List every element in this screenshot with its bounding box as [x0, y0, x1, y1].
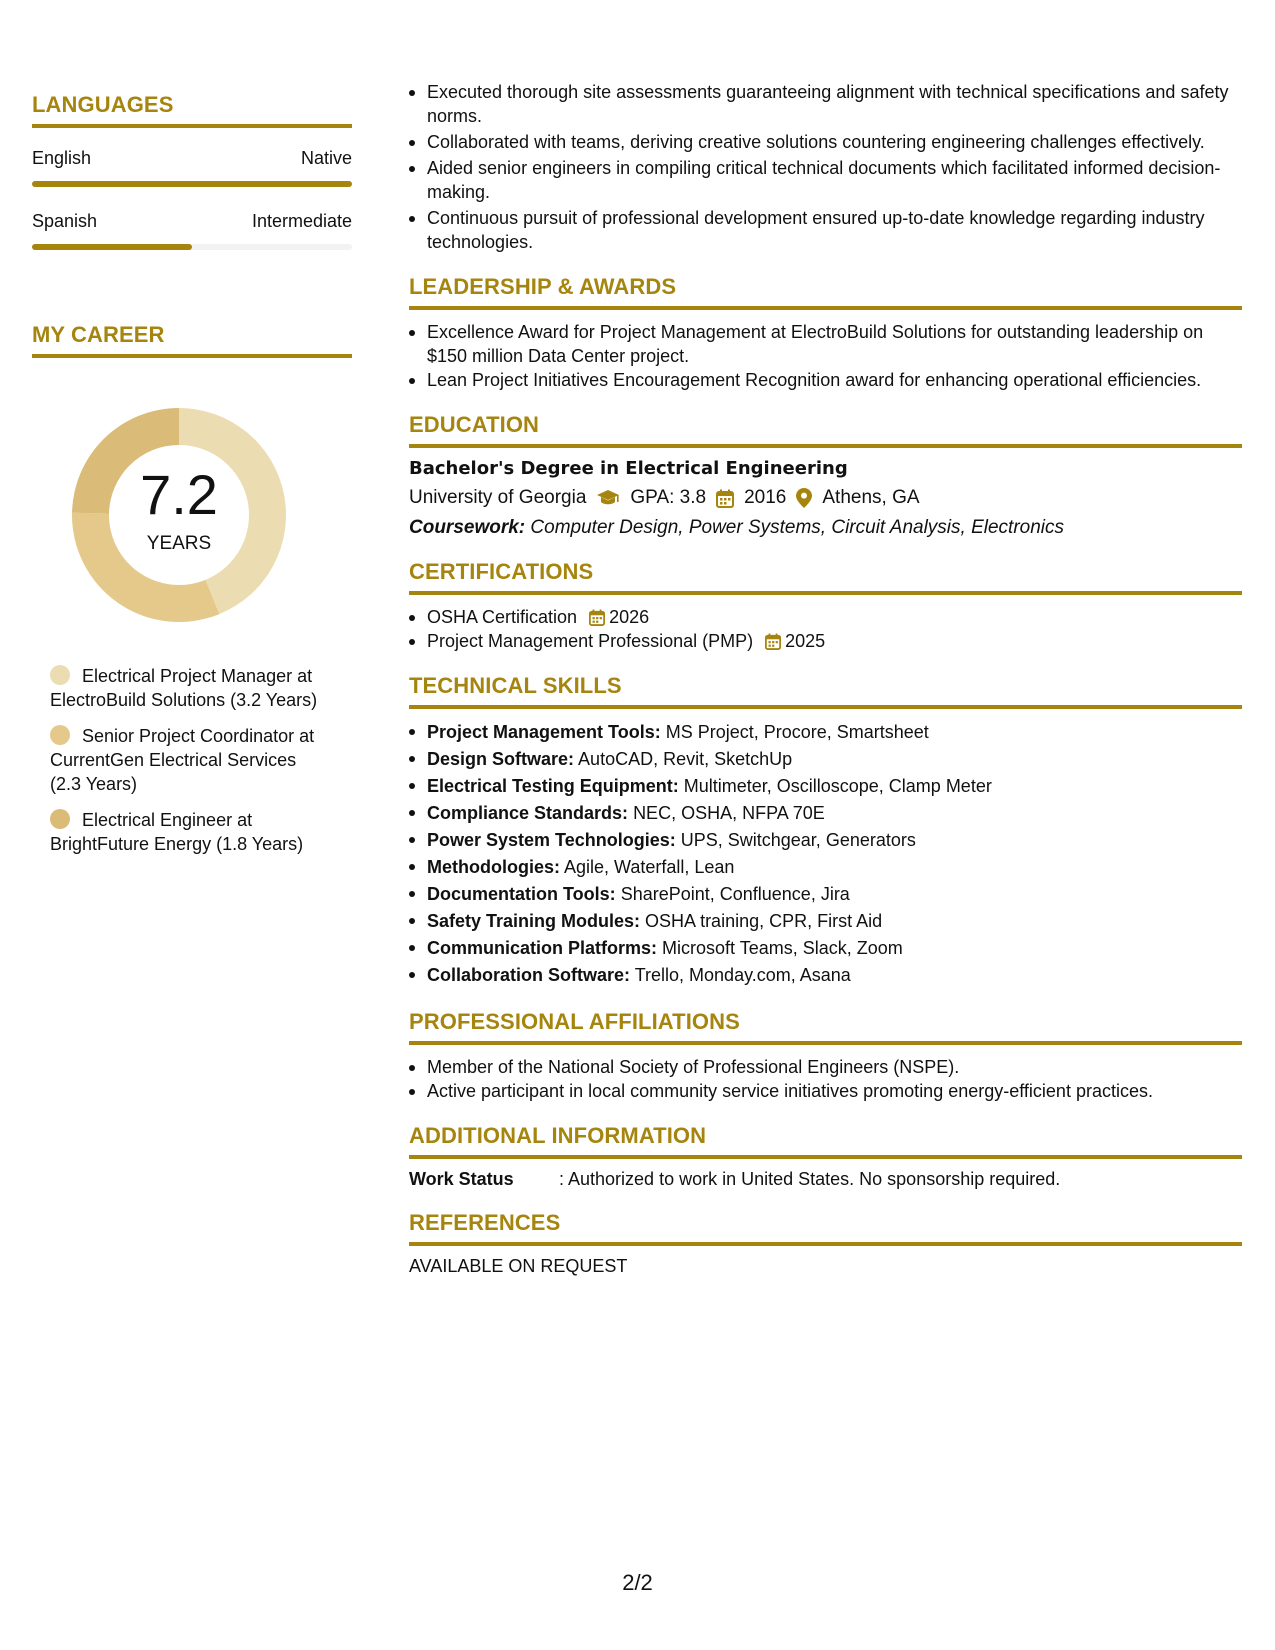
- language-proficiency-bar: [32, 181, 352, 187]
- leadership-section: [409, 274, 1242, 392]
- affiliations-section: [409, 1009, 1242, 1103]
- certification-name: OSHA Certification: [427, 607, 578, 627]
- skill-values: Agile, Waterfall, Lean: [564, 857, 735, 877]
- skills-section: [409, 673, 1242, 989]
- language-item: [32, 148, 352, 187]
- experience-bullet: Continuous pursuit of professional development ensured up-to-date knowledge regarding industry technologies.: [409, 206, 1242, 254]
- career-role: Electrical Engineer at BrightFuture Energy (1.8 Years): [50, 810, 304, 854]
- career-total-years: 7.2: [140, 463, 218, 526]
- coursework-label: Coursework:: [409, 517, 526, 538]
- coursework-list: Computer Design, Power Systems, Circuit Analysis, Electronics: [530, 517, 1064, 538]
- skill-values: UPS, Switchgear, Generators: [680, 830, 916, 850]
- work-status-row: [409, 1169, 1242, 1190]
- education-details: [409, 487, 1242, 509]
- skill-category: Project Management Tools:: [427, 722, 661, 742]
- graduation-cap-icon: [596, 489, 620, 507]
- affiliation-item: Active participant in local community service initiatives promoting energy-efficient practices.: [409, 1079, 1242, 1103]
- leadership-heading: LEADERSHIP & AWARDS: [409, 274, 1242, 310]
- skill-item: [409, 746, 1242, 773]
- career-legend-item: [50, 664, 332, 712]
- career-donut-chart: [66, 402, 292, 628]
- languages-heading: LANGUAGES: [32, 92, 352, 128]
- left-column: [32, 92, 352, 868]
- skill-item: [409, 719, 1242, 746]
- certification-item: [409, 605, 1242, 629]
- certification-item: [409, 629, 1242, 653]
- legend-dot: [50, 665, 70, 685]
- skill-category: Power System Technologies:: [427, 830, 676, 850]
- skill-category: Safety Training Modules:: [427, 911, 641, 931]
- degree-title: Bachelor's Degree in Electrical Engineering: [409, 458, 848, 479]
- language-proficiency-fill: [32, 181, 352, 187]
- experience-bullet: Collaborated with teams, deriving creative solutions countering engineering challenges effectively.: [409, 130, 1242, 154]
- skill-category: Electrical Testing Equipment:: [427, 776, 679, 796]
- work-status-label: Work Status: [409, 1169, 514, 1189]
- language-proficiency-fill: [32, 244, 192, 250]
- skill-values: OSHA training, CPR, First Aid: [645, 911, 883, 931]
- skill-values: MS Project, Procore, Smartsheet: [665, 722, 929, 742]
- career-total-unit: YEARS: [146, 533, 212, 554]
- skill-item: [409, 800, 1242, 827]
- affiliation-item: Member of the National Society of Professional Engineers (NSPE).: [409, 1055, 1242, 1079]
- language-level: Intermediate: [251, 211, 352, 231]
- skill-item: [409, 881, 1242, 908]
- skill-item: [409, 962, 1242, 989]
- coursework: [409, 517, 1242, 539]
- references-section: [409, 1210, 1242, 1277]
- right-column: [409, 80, 1242, 1277]
- calendar-icon: [589, 609, 605, 626]
- career-legend-item: [50, 808, 332, 856]
- page-number: 2/2: [622, 1570, 653, 1595]
- skill-item: [409, 827, 1242, 854]
- skill-item: [409, 935, 1242, 962]
- skill-item: [409, 854, 1242, 881]
- school-location: Athens, GA: [822, 487, 920, 508]
- legend-dot: [50, 725, 70, 745]
- education-section: [409, 412, 1242, 539]
- references-text: AVAILABLE ON REQUEST: [409, 1256, 628, 1276]
- education-heading: EDUCATION: [409, 412, 1242, 448]
- language-level: Native: [300, 148, 352, 168]
- skill-category: Documentation Tools:: [427, 884, 616, 904]
- skill-values: AutoCAD, Revit, SketchUp: [578, 749, 793, 769]
- map-pin-icon: [796, 488, 812, 508]
- legend-dot: [50, 809, 70, 829]
- career-heading: MY CAREER: [32, 322, 352, 358]
- certification-name: Project Management Professional (PMP): [427, 631, 754, 651]
- certification-year: 2025: [785, 631, 826, 651]
- skill-item: [409, 908, 1242, 935]
- skill-category: Design Software:: [427, 749, 575, 769]
- skill-values: SharePoint, Confluence, Jira: [620, 884, 850, 904]
- career-role: Electrical Project Manager at ElectroBuild Solutions (3.2 Years): [50, 666, 318, 710]
- skill-values: NEC, OSHA, NFPA 70E: [633, 803, 825, 823]
- work-status-value: : Authorized to work in United States. No sponsorship required.: [559, 1169, 1061, 1189]
- skill-category: Compliance Standards:: [427, 803, 629, 823]
- experience-bullet: Executed thorough site assessments guaranteeing alignment with technical specifications and safety norms.: [409, 80, 1242, 128]
- language-proficiency-bar: [32, 244, 352, 250]
- career-role: Senior Project Coordinator at CurrentGen Electrical Services (2.3 Years): [50, 726, 315, 794]
- skill-values: Trello, Monday.com, Asana: [634, 965, 851, 985]
- language-name: Spanish: [32, 211, 98, 231]
- award-item: Excellence Award for Project Management at ElectroBuild Solutions for outstanding leadership on $150 million Data Center project.: [409, 320, 1242, 368]
- skill-category: Communication Platforms:: [427, 938, 658, 958]
- affiliations-heading: PROFESSIONAL AFFILIATIONS: [409, 1009, 1242, 1045]
- skill-category: Methodologies:: [427, 857, 560, 877]
- calendar-icon: [765, 633, 781, 650]
- certification-year: 2026: [609, 607, 650, 627]
- experience-bullets: [409, 80, 1242, 254]
- skill-item: [409, 773, 1242, 800]
- graduation-year: 2016: [744, 487, 787, 508]
- award-item: Lean Project Initiatives Encouragement Recognition award for enhancing operational efficiencies.: [409, 368, 1242, 392]
- skill-values: Multimeter, Oscilloscope, Clamp Meter: [683, 776, 992, 796]
- additional-info-heading: ADDITIONAL INFORMATION: [409, 1123, 1242, 1159]
- school-name: University of Georgia: [409, 487, 587, 508]
- calendar-icon: [716, 489, 734, 508]
- skill-category: Collaboration Software:: [427, 965, 631, 985]
- experience-bullet: Aided senior engineers in compiling critical technical documents which facilitated informed decision-making.: [409, 156, 1242, 204]
- gpa: GPA: 3.8: [630, 487, 707, 508]
- certifications-heading: CERTIFICATIONS: [409, 559, 1242, 595]
- certifications-section: [409, 559, 1242, 653]
- additional-info-section: [409, 1123, 1242, 1190]
- language-item: [32, 211, 352, 250]
- career-legend-item: [50, 724, 332, 796]
- skill-values: Microsoft Teams, Slack, Zoom: [662, 938, 903, 958]
- career-legend: [32, 664, 332, 856]
- references-heading: REFERENCES: [409, 1210, 1242, 1246]
- language-name: English: [32, 148, 92, 168]
- skills-heading: TECHNICAL SKILLS: [409, 673, 1242, 709]
